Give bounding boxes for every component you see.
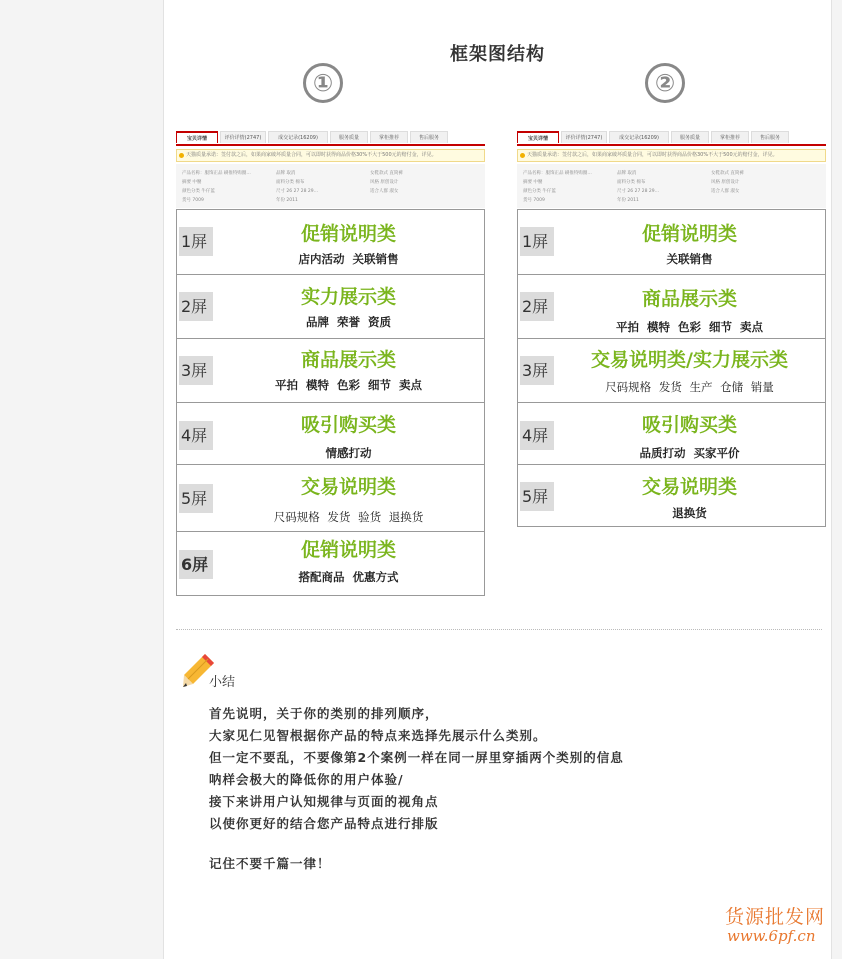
bulb-icon bbox=[179, 153, 184, 158]
screen-label: 2屏 bbox=[520, 292, 554, 321]
screen-list bbox=[176, 209, 485, 596]
attr-item: 面料分类 棉布 bbox=[276, 180, 305, 185]
tab-transactions[interactable]: 成交记录(16209) bbox=[609, 131, 669, 143]
attr-item: 产品名称：服饰正品 刷推特购圈… bbox=[182, 171, 251, 176]
attr-item: 颜色分类 牛仔蓝 bbox=[182, 189, 215, 194]
tab-after-sales[interactable]: 售后服务 bbox=[751, 131, 789, 143]
screen-label: 6屏 bbox=[179, 550, 213, 579]
column-2-number: ② bbox=[645, 63, 685, 103]
attribute-panel bbox=[517, 164, 826, 208]
screen-items: 品质打动 买家平价 bbox=[639, 446, 740, 460]
summary-line: 大家见仁见智根据你产品的特点来选择先展示什么类别。 bbox=[209, 728, 547, 743]
screen-items: 店内活动 关联销售 bbox=[298, 252, 399, 266]
attr-item: 年份 2011 bbox=[276, 198, 298, 203]
tab-recommend[interactable]: 掌柜推荐 bbox=[711, 131, 749, 143]
screen-category: 促销说明类 bbox=[300, 223, 396, 245]
attr-item: 风格 原创设计 bbox=[711, 180, 740, 185]
summary-line: 接下来讲用户认知规律与页面的视角点 bbox=[209, 794, 439, 809]
screen-items: 搭配商品 优惠方式 bbox=[298, 570, 399, 584]
screen-category: 吸引购买类 bbox=[641, 414, 737, 436]
summary-line: 但一定不要乱，不要像第2个案例一样在同一屏里穿插两个类别的信息 bbox=[209, 750, 624, 765]
screen-block bbox=[177, 402, 484, 464]
page-title: 框架图结构 bbox=[450, 44, 545, 65]
tab-item-details[interactable]: 宝贝详情 bbox=[517, 131, 559, 143]
attr-item: 适合人群 淑女 bbox=[370, 189, 399, 194]
screen-label: 1屏 bbox=[520, 227, 554, 256]
section-divider bbox=[176, 629, 822, 630]
tab-item-details[interactable]: 宝贝详情 bbox=[176, 131, 218, 143]
column-1-number: ① bbox=[303, 63, 343, 103]
tab-recommend[interactable]: 掌柜推荐 bbox=[370, 131, 408, 143]
notice-bar bbox=[517, 149, 826, 162]
screen-category: 商品展示类 bbox=[300, 349, 396, 371]
notice-text: 天猫质量承诺：签付款之后，如果商家破坏质量合同，可以即时获得商品价格30%不大于500元的赔付金，详见。 bbox=[186, 152, 437, 158]
screen-category: 实力展示类 bbox=[300, 286, 396, 308]
summary-final-line: 记住不要千篇一律！ bbox=[209, 856, 331, 871]
attr-item: 女鞋款式 直筒裤 bbox=[370, 171, 403, 176]
screen-label: 2屏 bbox=[179, 292, 213, 321]
summary-line: 首先说明，关于你的类别的排列顺序， bbox=[209, 706, 439, 721]
screen-block bbox=[518, 402, 825, 464]
screen-category: 交易说明类/实力展示类 bbox=[591, 349, 788, 371]
screen-label: 5屏 bbox=[520, 482, 554, 511]
right-sidebar-panel bbox=[831, 0, 842, 959]
attr-item: 女鞋款式 直筒裤 bbox=[711, 171, 744, 176]
tab-transactions[interactable]: 成交记录(16209) bbox=[268, 131, 328, 143]
attr-item: 尺寸 26 27 28 29… bbox=[276, 189, 319, 194]
screen-label: 4屏 bbox=[520, 421, 554, 450]
summary-line: 以使你更好的结合您产品特点进行排版 bbox=[209, 816, 439, 831]
layout-column-2 bbox=[517, 130, 826, 527]
screen-block bbox=[177, 210, 484, 274]
summary-line: 呐样会极大的降低你的用户体验/ bbox=[209, 772, 404, 787]
screen-category: 交易说明类 bbox=[300, 476, 396, 498]
tab-bar bbox=[176, 130, 485, 146]
title-area bbox=[163, 0, 832, 80]
screen-category: 商品展示类 bbox=[641, 288, 737, 310]
attr-item: 产品名称：服饰正品 刷推特购圈… bbox=[523, 171, 592, 176]
screen-label: 4屏 bbox=[179, 421, 213, 450]
bulb-icon bbox=[520, 153, 525, 158]
screen-items: 退换货 bbox=[672, 506, 707, 520]
screen-label: 3屏 bbox=[179, 356, 213, 385]
attr-item: 风格 原创设计 bbox=[370, 180, 399, 185]
screen-items: 品牌 荣誉 资质 bbox=[305, 315, 391, 329]
screen-block bbox=[177, 338, 484, 402]
screen-items: 关联销售 bbox=[666, 252, 713, 266]
tab-service-quality[interactable]: 服务质量 bbox=[330, 131, 368, 143]
screen-category: 吸引购买类 bbox=[300, 414, 396, 436]
attr-item: 适合人群 淑女 bbox=[711, 189, 740, 194]
tab-reviews[interactable]: 评价详情(2747) bbox=[220, 131, 266, 143]
screen-category: 促销说明类 bbox=[641, 223, 737, 245]
screen-items: 平拍 模特 色彩 细节 卖点 bbox=[274, 378, 422, 392]
screen-items: 尺码规格 发货 生产 仓储 销量 bbox=[605, 380, 774, 394]
screen-block bbox=[177, 464, 484, 531]
tab-bar bbox=[517, 130, 826, 146]
layout-column-1 bbox=[176, 130, 485, 596]
notice-text: 天猫质量承诺：签付款之后，如果商家破坏质量合同，可以即时获得商品价格30%不大于500元的赔付金，详见。 bbox=[527, 152, 778, 158]
attr-item: 品牌 取消 bbox=[617, 171, 637, 176]
screen-category: 交易说明类 bbox=[641, 476, 737, 498]
screen-block bbox=[177, 274, 484, 338]
screen-block bbox=[518, 274, 825, 338]
attr-item: 颜色分类 牛仔蓝 bbox=[523, 189, 556, 194]
screen-block bbox=[518, 464, 825, 526]
tab-reviews[interactable]: 评价详情(2747) bbox=[561, 131, 607, 143]
screen-label: 3屏 bbox=[520, 356, 554, 385]
attr-item: 货号 7009 bbox=[523, 198, 545, 203]
watermark-url: www.6pf.cn bbox=[727, 927, 816, 945]
attr-item: 品牌 取消 bbox=[276, 171, 296, 176]
attr-item: 货号 7009 bbox=[182, 198, 204, 203]
attr-item: 摘要 中腰 bbox=[523, 180, 543, 185]
attr-item: 尺寸 26 27 28 29… bbox=[617, 189, 660, 194]
attribute-panel bbox=[176, 164, 485, 208]
tab-service-quality[interactable]: 服务质量 bbox=[671, 131, 709, 143]
attr-item: 摘要 中腰 bbox=[182, 180, 202, 185]
left-sidebar-panel bbox=[0, 0, 164, 959]
attr-item: 年份 2011 bbox=[617, 198, 639, 203]
screen-label: 5屏 bbox=[179, 484, 213, 513]
summary-text bbox=[209, 703, 624, 835]
summary-heading: 小结 bbox=[209, 675, 236, 690]
watermark-title: 货源批发网 bbox=[725, 906, 826, 928]
tab-after-sales[interactable]: 售后服务 bbox=[410, 131, 448, 143]
screen-items: 情感打动 bbox=[325, 446, 372, 460]
screen-block bbox=[518, 210, 825, 274]
screen-items: 尺码规格 发货 验货 退换货 bbox=[273, 510, 424, 524]
screen-block bbox=[177, 531, 484, 595]
screen-list bbox=[517, 209, 826, 527]
screen-items: 平拍 模特 色彩 细节 卖点 bbox=[615, 320, 763, 334]
attr-item: 面料分类 棉布 bbox=[617, 180, 646, 185]
screen-category: 促销说明类 bbox=[300, 539, 396, 561]
screen-label: 1屏 bbox=[179, 227, 213, 256]
notice-bar bbox=[176, 149, 485, 162]
screen-block bbox=[518, 338, 825, 402]
